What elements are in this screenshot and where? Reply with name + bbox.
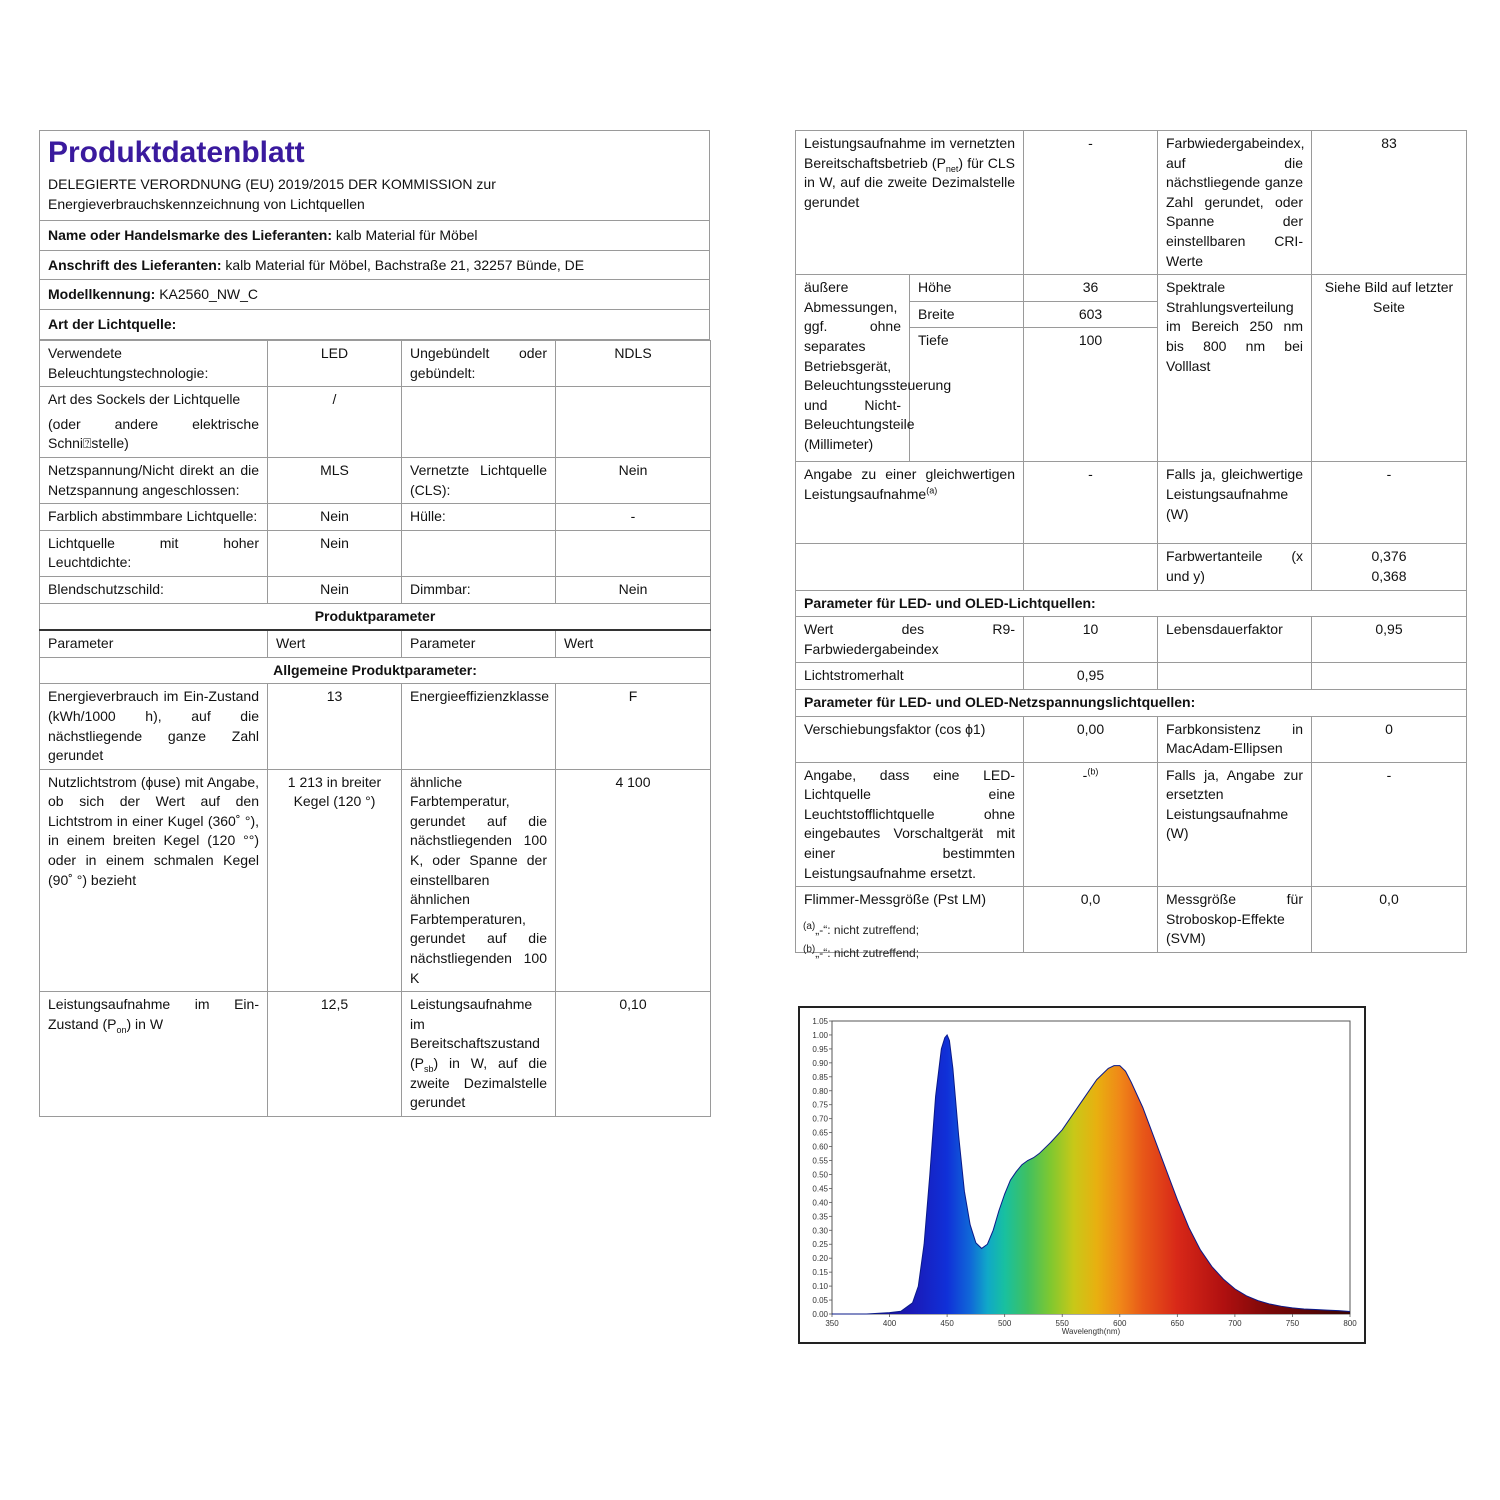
y-tick-label: 0.55 bbox=[812, 1156, 828, 1166]
light-type-row bbox=[40, 310, 709, 340]
flicker-label: Flimmer-Messgröße (Pst LM) bbox=[796, 887, 1024, 953]
equiv-power-value: - bbox=[1312, 462, 1467, 544]
y-tick-label: 0.15 bbox=[812, 1268, 828, 1278]
bundled-value: NDLS bbox=[556, 341, 711, 387]
cos-label: Verschiebungsfaktor (cos ϕ1) bbox=[796, 716, 1024, 762]
table-row bbox=[40, 576, 711, 603]
model-row bbox=[40, 280, 709, 310]
y-tick-label: 0.10 bbox=[812, 1282, 828, 1292]
psb-label: Leistungsaufnahme im Bereitschaftszustand $(P_{sb})$ in W, auf die zweite Dezimalstelle gerundet bbox=[402, 992, 556, 1117]
svm-label: Messgröße für Stroboskop-Effekte (SVM) bbox=[1158, 887, 1312, 953]
table-row bbox=[796, 617, 1467, 663]
spectral-label: Spektrale Strahlungsverteilung im Bereich 250 nm bis 800 nm bei Volllast bbox=[1158, 275, 1312, 462]
energy-value: 13 bbox=[268, 684, 402, 769]
supplier-value: kalb Material für Möbel bbox=[335, 227, 478, 244]
x-tick-label: 350 bbox=[825, 1319, 839, 1328]
lifetime-label: Lebensdauerfaktor bbox=[1158, 617, 1312, 663]
equiv-value: - bbox=[1024, 462, 1158, 544]
socket-value: / bbox=[268, 387, 402, 458]
y-tick-label: 0.00 bbox=[812, 1310, 828, 1319]
bundled-label: Ungebündelt oder gebündelt: bbox=[402, 341, 556, 387]
document-header bbox=[39, 130, 710, 340]
y-tick-label: 0.95 bbox=[812, 1044, 828, 1054]
empty-cell bbox=[1024, 544, 1158, 590]
equiv-power-label: Falls ja, gleichwertige Leistungsaufnahme (W) bbox=[1158, 462, 1312, 544]
table-row bbox=[40, 992, 711, 1117]
x-tick-label: 400 bbox=[882, 1319, 897, 1328]
x-tick-label: 750 bbox=[1285, 1319, 1300, 1328]
product-params-heading: Produktparameter bbox=[40, 603, 711, 630]
table-row bbox=[40, 457, 711, 503]
dims-label: äußere Abmessungen, ggf. ohne separates Betriebsgerät, Beleuchtungssteuerung und Nicht-Beleuchtungsteile (Millimeter) bbox=[796, 275, 910, 462]
y-tick-label: 1.05 bbox=[812, 1017, 828, 1026]
replace-value: -$^{(b)}$ bbox=[1024, 762, 1158, 887]
width-value: 603 bbox=[1024, 301, 1158, 328]
address-value: kalb Material für Möbel, Bachstraße 21, 32257 Bünde, DE bbox=[225, 256, 585, 273]
left-parameter-table bbox=[39, 340, 711, 1117]
page-title: Produktdatenblatt bbox=[48, 136, 305, 169]
chroma-value bbox=[1312, 544, 1467, 590]
x-tick-label: 450 bbox=[940, 1319, 954, 1328]
cls-label: Vernetzte Lichtquelle (CLS): bbox=[402, 457, 556, 503]
subtitle-line-1: DELEGIERTE VERORDNUNG (EU) 2019/2015 DER KOMMISSION zur bbox=[48, 176, 496, 192]
y-tick-label: 0.45 bbox=[812, 1184, 828, 1194]
model-value: KA2560_NW_C bbox=[159, 286, 259, 303]
chroma-x: 0,376 bbox=[1371, 548, 1407, 565]
right-parameter-table bbox=[795, 130, 1467, 953]
cct-value: 4 100 bbox=[556, 769, 711, 992]
height-label: Höhe bbox=[910, 275, 1024, 302]
table-row bbox=[40, 341, 711, 387]
spectral-value: Siehe Bild auf letzter Seite bbox=[1312, 275, 1467, 462]
table-row bbox=[796, 689, 1467, 716]
cri-value: 83 bbox=[1312, 131, 1467, 275]
tech-value: LED bbox=[268, 341, 402, 387]
y-tick-label: 0.40 bbox=[812, 1198, 828, 1208]
chroma-y: 0,368 bbox=[1371, 567, 1407, 584]
pnet-label: Leistungsaufnahme im vernetzten Bereitschaftsbetrieb $(P_{net})$ für CLS in W, auf die zweite Dezimalstelle gerundet bbox=[796, 131, 1024, 275]
subtitle-line-2: Energieverbrauchskennzeichnung von Lichtquellen bbox=[48, 195, 365, 212]
antiglare-label: Blendschutzschild: bbox=[40, 576, 268, 603]
y-tick-label: 0.85 bbox=[812, 1072, 828, 1082]
empty-cell bbox=[1158, 663, 1312, 690]
width-label: Breite bbox=[910, 301, 1024, 328]
y-tick-label: 1.00 bbox=[812, 1030, 828, 1040]
r9-value: 10 bbox=[1024, 617, 1158, 663]
address-row bbox=[40, 251, 709, 281]
macadam-label: Farbkonsistenz in MacAdam-Ellipsen bbox=[1158, 716, 1312, 762]
eclass-label: Energieeffizienzklasse bbox=[402, 684, 556, 769]
table-row bbox=[40, 684, 711, 769]
x-axis-label: Wavelength(nm) bbox=[1061, 1327, 1121, 1336]
light-type-label: Art der Lichtquelle: bbox=[48, 315, 177, 332]
y-tick-label: 0.75 bbox=[812, 1100, 828, 1110]
table-row bbox=[796, 462, 1467, 544]
empty-cell bbox=[1312, 663, 1467, 690]
socket-label-cell bbox=[40, 387, 268, 458]
col-header-param-2: Parameter bbox=[402, 630, 556, 657]
flux-label: Nutzlichtstrom (ϕuse) mit Angabe, ob sich der Wert auf den Lichtstrom in einer Kugel (360˚ °), in einem breiten Kegel (120 °°) oder in einem schmalen Kegel (90˚ °) bezieht bbox=[40, 769, 268, 992]
col-header-value-1: Wert bbox=[268, 630, 402, 657]
dimmable-value: Nein bbox=[556, 576, 711, 603]
mains-led-heading: Parameter für LED- und OLED-Netzspannungslichtquellen: bbox=[796, 689, 1467, 716]
empty-cell bbox=[402, 530, 556, 576]
spectrum-chart-svg bbox=[800, 1008, 1364, 1342]
cls-value: Nein bbox=[556, 457, 711, 503]
general-params-heading: Allgemeine Produktparameter: bbox=[40, 657, 711, 684]
y-tick-label: 0.80 bbox=[812, 1086, 828, 1096]
y-tick-label: 0.30 bbox=[812, 1226, 828, 1236]
col-header-param-1: Parameter bbox=[40, 630, 268, 657]
y-tick-label: 0.25 bbox=[812, 1240, 828, 1250]
table-row bbox=[40, 504, 711, 531]
col-header-value-2: Wert bbox=[556, 630, 711, 657]
lifetime-value: 0,95 bbox=[1312, 617, 1467, 663]
table-row bbox=[40, 603, 711, 630]
replace-power-value: - bbox=[1312, 762, 1467, 887]
supplier-row bbox=[40, 221, 709, 251]
svm-value: 0,0 bbox=[1312, 887, 1467, 953]
table-row bbox=[796, 590, 1467, 617]
y-tick-label: 0.50 bbox=[812, 1170, 828, 1180]
depth-value: 100 bbox=[1024, 328, 1158, 462]
y-tick-label: 0.70 bbox=[812, 1114, 828, 1124]
highlum-value: Nein bbox=[268, 530, 402, 576]
x-tick-label: 600 bbox=[1113, 1319, 1127, 1328]
highlum-label: Lichtquelle mit hoher Leuchtdichte: bbox=[40, 530, 268, 576]
pon-label: Leistungsaufnahme im Ein-Zustand $(P_{on})$ in W bbox=[40, 992, 268, 1117]
flicker-value: 0,0 bbox=[1024, 887, 1158, 953]
pnet-value: - bbox=[1024, 131, 1158, 275]
envelope-label: Hülle: bbox=[402, 504, 556, 531]
table-row bbox=[40, 387, 711, 458]
table-row bbox=[796, 663, 1467, 690]
x-tick-label: 650 bbox=[1170, 1319, 1185, 1328]
dimmable-label: Dimmbar: bbox=[402, 576, 556, 603]
table-row bbox=[796, 544, 1467, 590]
replace-power-label: Falls ja, Angabe zur ersetzten Leistungsaufnahme (W) bbox=[1158, 762, 1312, 887]
empty-cell bbox=[402, 387, 556, 458]
antiglare-value: Nein bbox=[268, 576, 402, 603]
maint-label: Lichtstromerhalt bbox=[796, 663, 1024, 690]
footnote-a: $^{(a)}$„-“: nicht zutreffend; bbox=[803, 921, 920, 937]
maint-value: 0,95 bbox=[1024, 663, 1158, 690]
x-tick-label: 700 bbox=[1228, 1319, 1242, 1328]
tunable-value: Nein bbox=[268, 504, 402, 531]
spectrum-chart bbox=[798, 1006, 1366, 1344]
flux-value: 1 213 in breiter Kegel (120 °) bbox=[268, 769, 402, 992]
depth-label: Tiefe bbox=[910, 328, 1024, 462]
eclass-value: F bbox=[556, 684, 711, 769]
socket-label-2: (oder andere elektrische Schni⍰stelle) bbox=[48, 415, 259, 452]
supplier-label: Name oder Handelsmarke des Lieferanten: bbox=[48, 227, 332, 244]
envelope-value: - bbox=[556, 504, 711, 531]
table-row bbox=[40, 769, 711, 992]
x-tick-label: 550 bbox=[1055, 1319, 1069, 1328]
y-tick-label: 0.05 bbox=[812, 1296, 828, 1306]
equiv-label: Angabe zu einer gleichwertigen Leistungsaufnahme$^{(a)}$ bbox=[796, 462, 1024, 544]
table-row bbox=[796, 716, 1467, 762]
empty-cell bbox=[556, 530, 711, 576]
table-row bbox=[796, 762, 1467, 887]
empty-cell bbox=[556, 387, 711, 458]
model-label: Modellkennung: bbox=[48, 286, 156, 303]
replace-label: Angabe, dass eine LED-Lichtquelle eine Leuchtstofflichtquelle ohne eingebautes Vorschaltgerät mit einer bestimmten Leistungsaufnahme ersetzt. bbox=[796, 762, 1024, 887]
energy-label: Energieverbrauch im Ein-Zustand (kWh/1000 h), auf die nächstliegende ganze Zahl gerundet bbox=[40, 684, 268, 769]
address-label: Anschrift des Lieferanten: bbox=[48, 256, 222, 273]
cri-label: Farbwiedergabeindex, auf die nächstliegende ganze Zahl gerundet, oder Spanne der einstellbaren CRI-Werte bbox=[1158, 131, 1312, 275]
table-row bbox=[40, 530, 711, 576]
table-row bbox=[40, 630, 711, 657]
pon-value: 12,5 bbox=[268, 992, 402, 1117]
r9-label: Wert des R9-Farbwiedergabeindex bbox=[796, 617, 1024, 663]
psb-value: 0,10 bbox=[556, 992, 711, 1117]
y-tick-label: 0.35 bbox=[812, 1212, 828, 1222]
height-value: 36 bbox=[1024, 275, 1158, 302]
table-row bbox=[796, 131, 1467, 275]
macadam-value: 0 bbox=[1312, 716, 1467, 762]
socket-label: Art des Sockels der Lichtquelle bbox=[48, 391, 241, 408]
chroma-label: Farbwertanteile (x und y) bbox=[1158, 544, 1312, 590]
empty-cell bbox=[796, 544, 1024, 590]
y-tick-label: 0.60 bbox=[812, 1142, 828, 1152]
tech-label: Verwendete Beleuchtungstechnologie: bbox=[40, 341, 268, 387]
mains-value: MLS bbox=[268, 457, 402, 503]
mains-label: Netzspannung/Nicht direkt an die Netzspannung angeschlossen: bbox=[40, 457, 268, 503]
cct-label: ähnliche Farbtemperatur, gerundet auf die nächstliegenden 100 K, oder Spanne der einstellbaren ähnlichen Farbtemperaturen, gerundet auf die nächstliegenden 100 K bbox=[402, 769, 556, 992]
table-row bbox=[796, 275, 1467, 302]
y-tick-label: 0.20 bbox=[812, 1254, 828, 1264]
x-tick-label: 500 bbox=[997, 1319, 1012, 1328]
y-tick-label: 0.90 bbox=[812, 1058, 828, 1068]
footnotes bbox=[803, 919, 919, 965]
x-tick-label: 800 bbox=[1343, 1319, 1357, 1328]
table-row bbox=[40, 657, 711, 684]
y-tick-label: 0.65 bbox=[812, 1128, 828, 1138]
led-params-heading: Parameter für LED- und OLED-Lichtquellen: bbox=[796, 590, 1467, 617]
regulation-subtitle bbox=[40, 173, 709, 221]
tunable-label: Farblich abstimmbare Lichtquelle: bbox=[40, 504, 268, 531]
footnote-b: $^{(b)}$„-“: nicht zutreffend; bbox=[803, 944, 920, 960]
cos-value: 0,00 bbox=[1024, 716, 1158, 762]
